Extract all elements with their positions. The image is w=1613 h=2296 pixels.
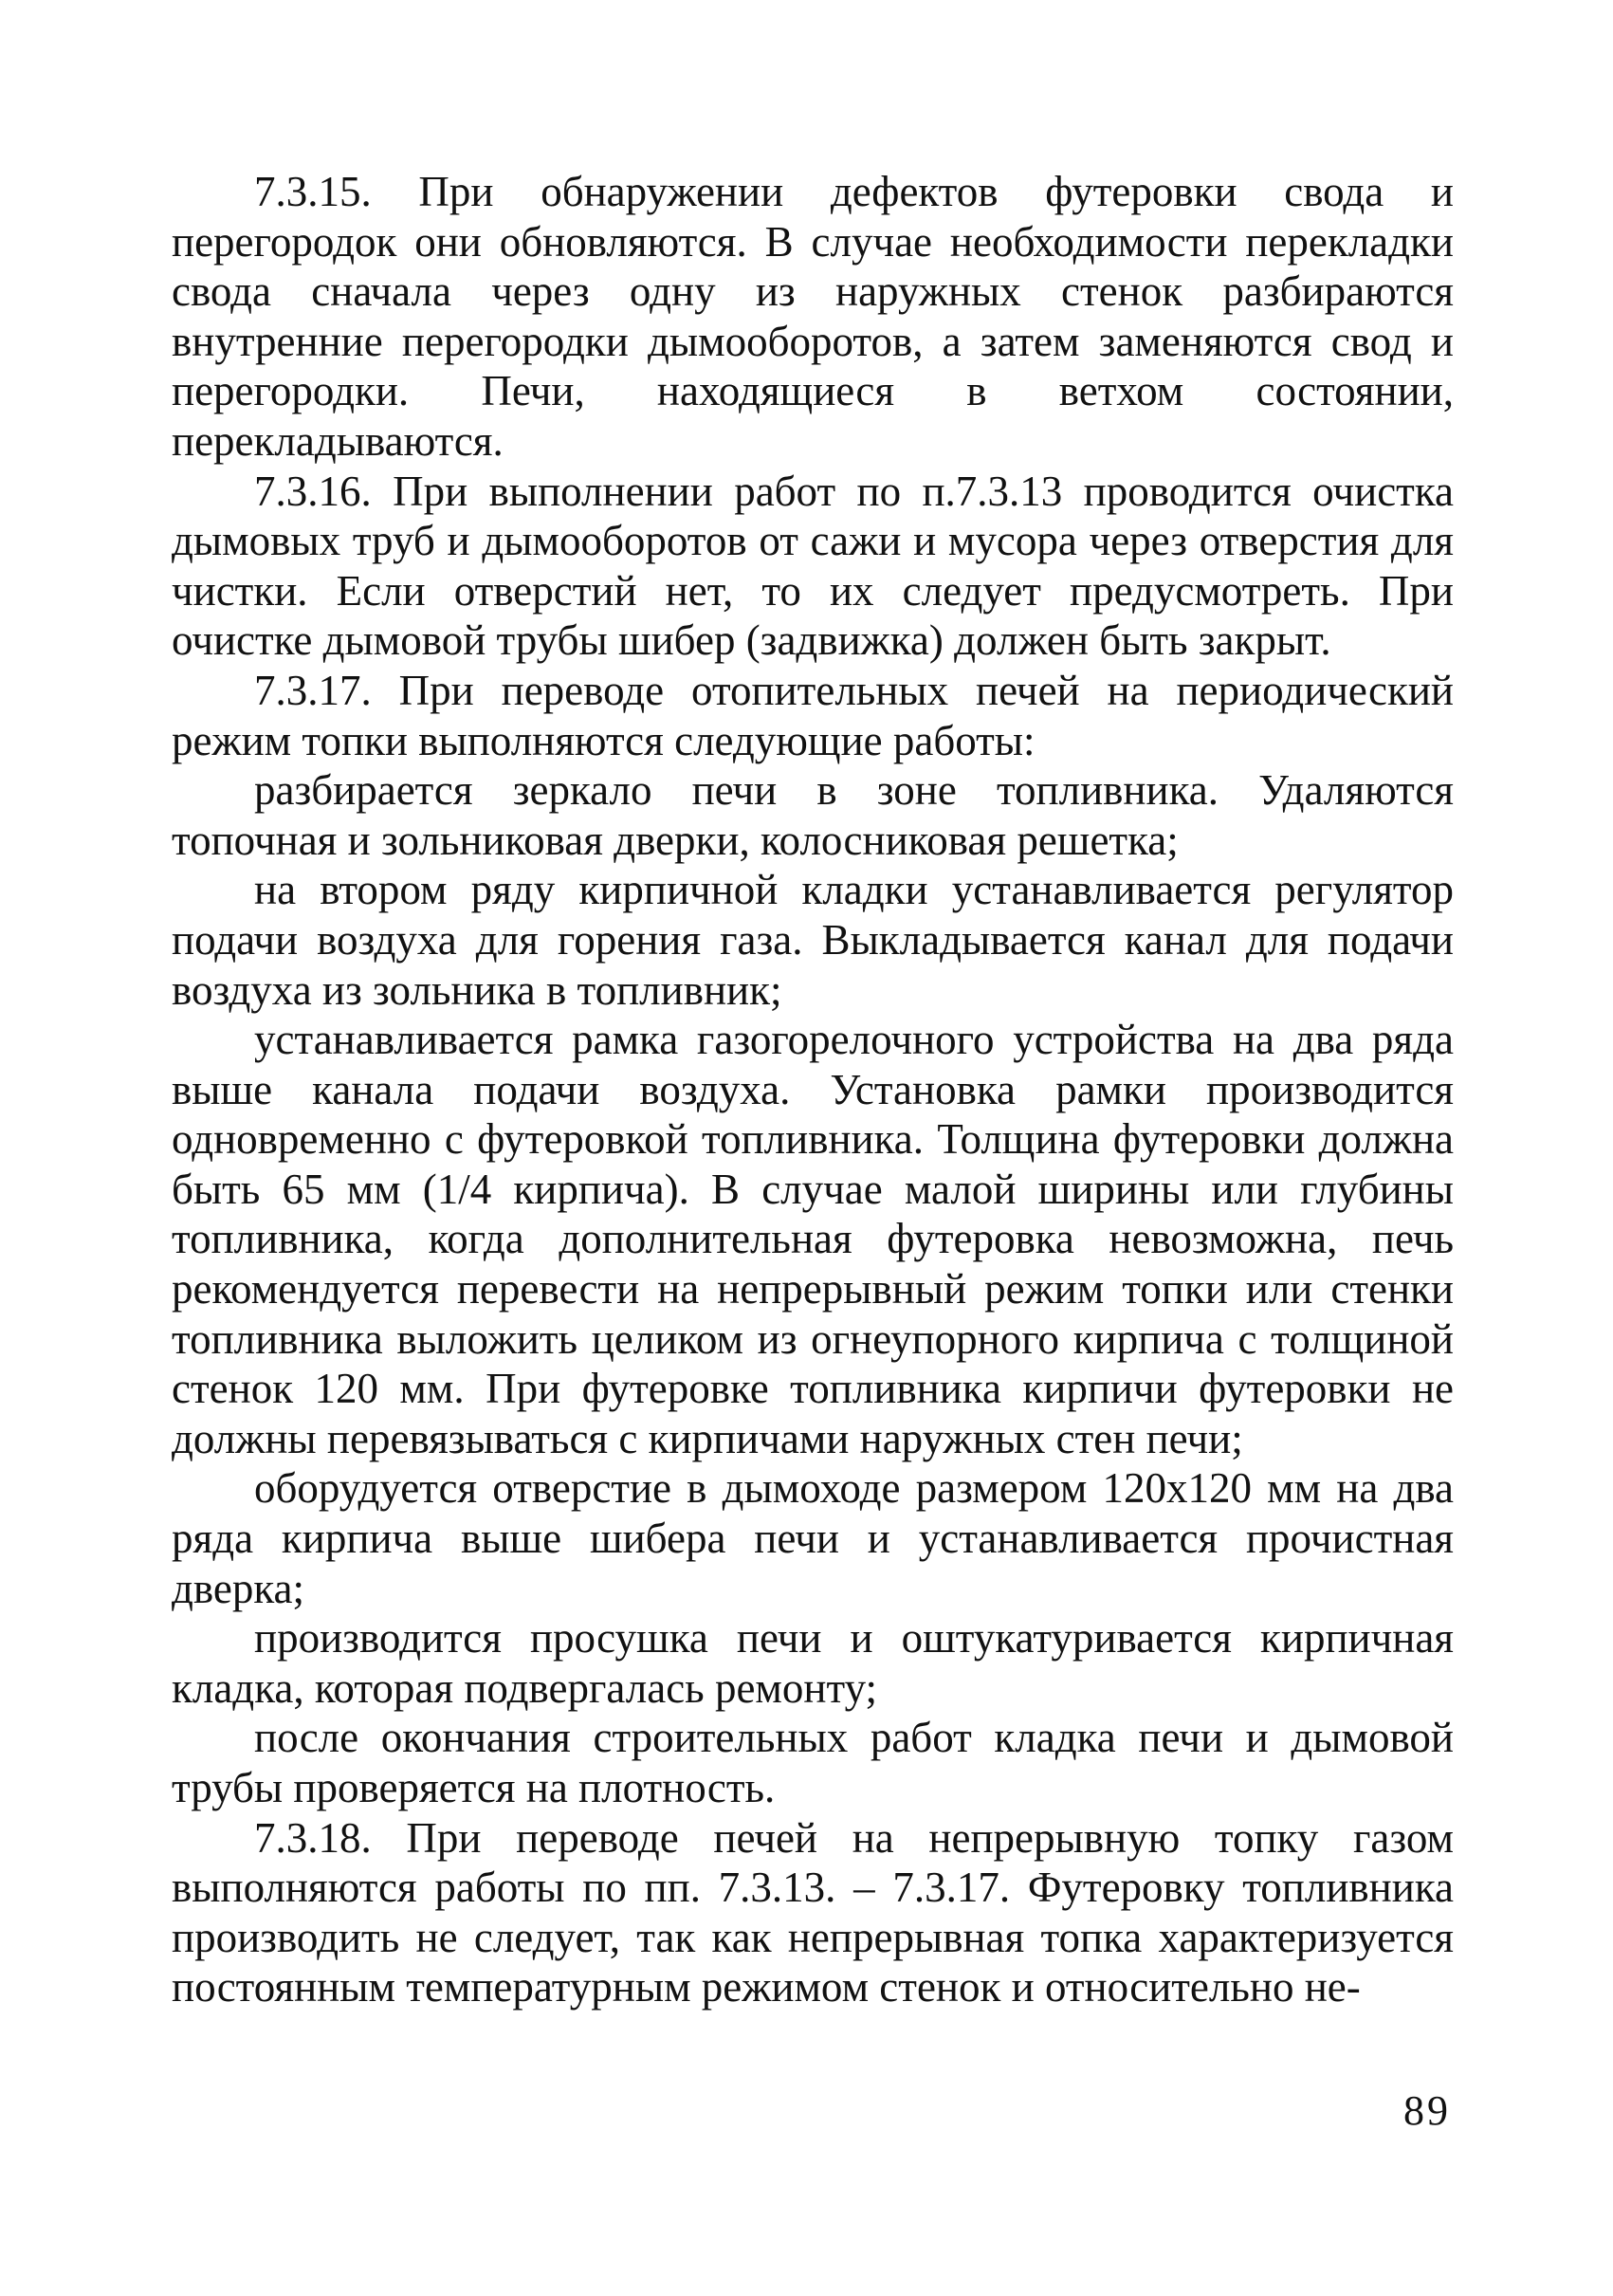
list-item-air-regulator: на втором ряду кирпичной кладки устанавливается регулятор подачи воздуха для горения газа. Выкладывается канал для подачи воздуха из зольника в топливник;: [172, 866, 1454, 1014]
list-item-mirror: разбирается зеркало печи в зоне топливника. Удаляются топочная и зольниковая дверки, колосниковая решетка;: [172, 766, 1454, 864]
paragraph-7-3-15: 7.3.15. При обнаружении дефектов футеровки свода и перегородок они обновляются. В случае необходимости перекладки свода сначала через одну из наружных стенок разбираются внутренние перегородки дымооборотов, а затем заменяются свод и перегородки. Печи, находящиеся в ветхом состоянии, перекладываются.: [172, 168, 1454, 465]
list-item-chimney-opening: оборудуется отверстие в дымоходе размером 120х120 мм на два ряда кирпича выше шибера печи и устанавливается прочистная дверка;: [172, 1464, 1454, 1612]
page-number: 89: [1403, 2087, 1451, 2134]
list-item-density-check: после окончания строительных работ кладка печи и дымовой трубы проверяется на плотность.: [172, 1714, 1454, 1811]
paragraph-7-3-16: 7.3.16. При выполнении работ по п.7.3.13 проводится очистка дымовых труб и дымооборотов от сажи и мусора через отверстия для чистки. Если отверстий нет, то их следует предусмотреть. При очистке дымовой трубы шибер (задвижка) должен быть закрыт.: [172, 467, 1454, 665]
paragraph-7-3-17: 7.3.17. При переводе отопительных печей на периодический режим топки выполняются следующие работы:: [172, 666, 1454, 764]
page-body: [172, 167, 1454, 2012]
paragraph-7-3-18: 7.3.18. При переводе печей на непрерывную топку газом выполняются работы по пп. 7.3.13. – 7.3.17. Футеровку топливника производить не следует, так как непрерывная топка характеризуется постоянным температурным режимом стенок и относительно не-: [172, 1813, 1454, 2011]
list-item-burner-frame: устанавливается рамка газогорелочного устройства на два ряда выше канала подачи воздуха. Установка рамки производится одновременно с футеровкой топливника. Толщина футеровки должна быть 65 мм (1/4 кирпича). В случае малой ширины или глубины топливника, когда дополнительная футеровка невозможна, печь рекомендуется перевести на непрерывный режим топки или стенки топливника выложить целиком из огнеупорного кирпича с толщиной стенок 120 мм. При футеровке топливника кирпичи футеровки не должны перевязываться с кирпичами наружных стен печи;: [172, 1016, 1454, 1462]
list-item-drying: производится просушка печи и оштукатуривается кирпичная кладка, которая подвергалась ремонту;: [172, 1614, 1454, 1712]
